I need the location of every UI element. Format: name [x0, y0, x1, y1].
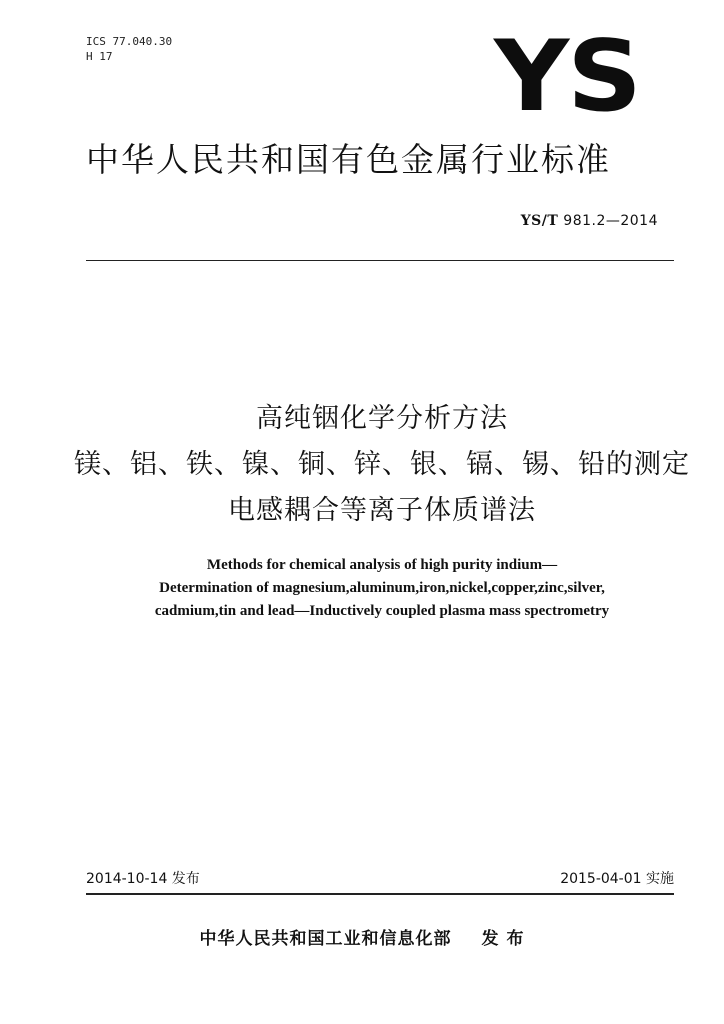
issuer-name: 中华人民共和国工业和信息化部	[199, 929, 452, 949]
issuer-action: 发 布	[481, 929, 525, 949]
issuing-authority	[0, 926, 724, 952]
standard-number-value: 981.2—2014	[563, 213, 658, 229]
implement-date: 2015-04-01 实施	[560, 871, 674, 887]
english-title-line-2: Determination of magnesium,aluminum,iron,nickel,copper,zinc,silver,	[159, 580, 605, 596]
publish-date: 2014-10-14 发布	[86, 871, 200, 887]
ccs-code: H 17	[86, 50, 113, 63]
english-title	[62, 554, 702, 623]
standard-number-prefix: YS/T	[520, 213, 559, 229]
english-title-line-3: cadmium,tin and lead—Inductively coupled plasma mass spectrometry	[154, 603, 610, 619]
chinese-title-line-3: 电感耦合等离子体质谱法	[228, 495, 536, 526]
chinese-title	[62, 396, 702, 534]
ys-logo: YS	[494, 20, 640, 134]
header-divider	[86, 260, 674, 261]
industry-standard-title: 中华人民共和国有色金属行业标准	[86, 140, 611, 179]
ics-code: ICS 77.040.30	[86, 35, 173, 48]
chinese-title-line-2: 镁、铝、铁、镍、铜、锌、银、镉、锡、铅的测定	[74, 449, 690, 480]
english-title-line-1: Methods for chemical analysis of high purity indium—	[206, 557, 558, 573]
footer-divider	[86, 893, 674, 895]
standard-number	[521, 212, 658, 230]
classification-codes	[86, 34, 172, 64]
chinese-title-line-1: 高纯铟化学分析方法	[256, 403, 508, 434]
